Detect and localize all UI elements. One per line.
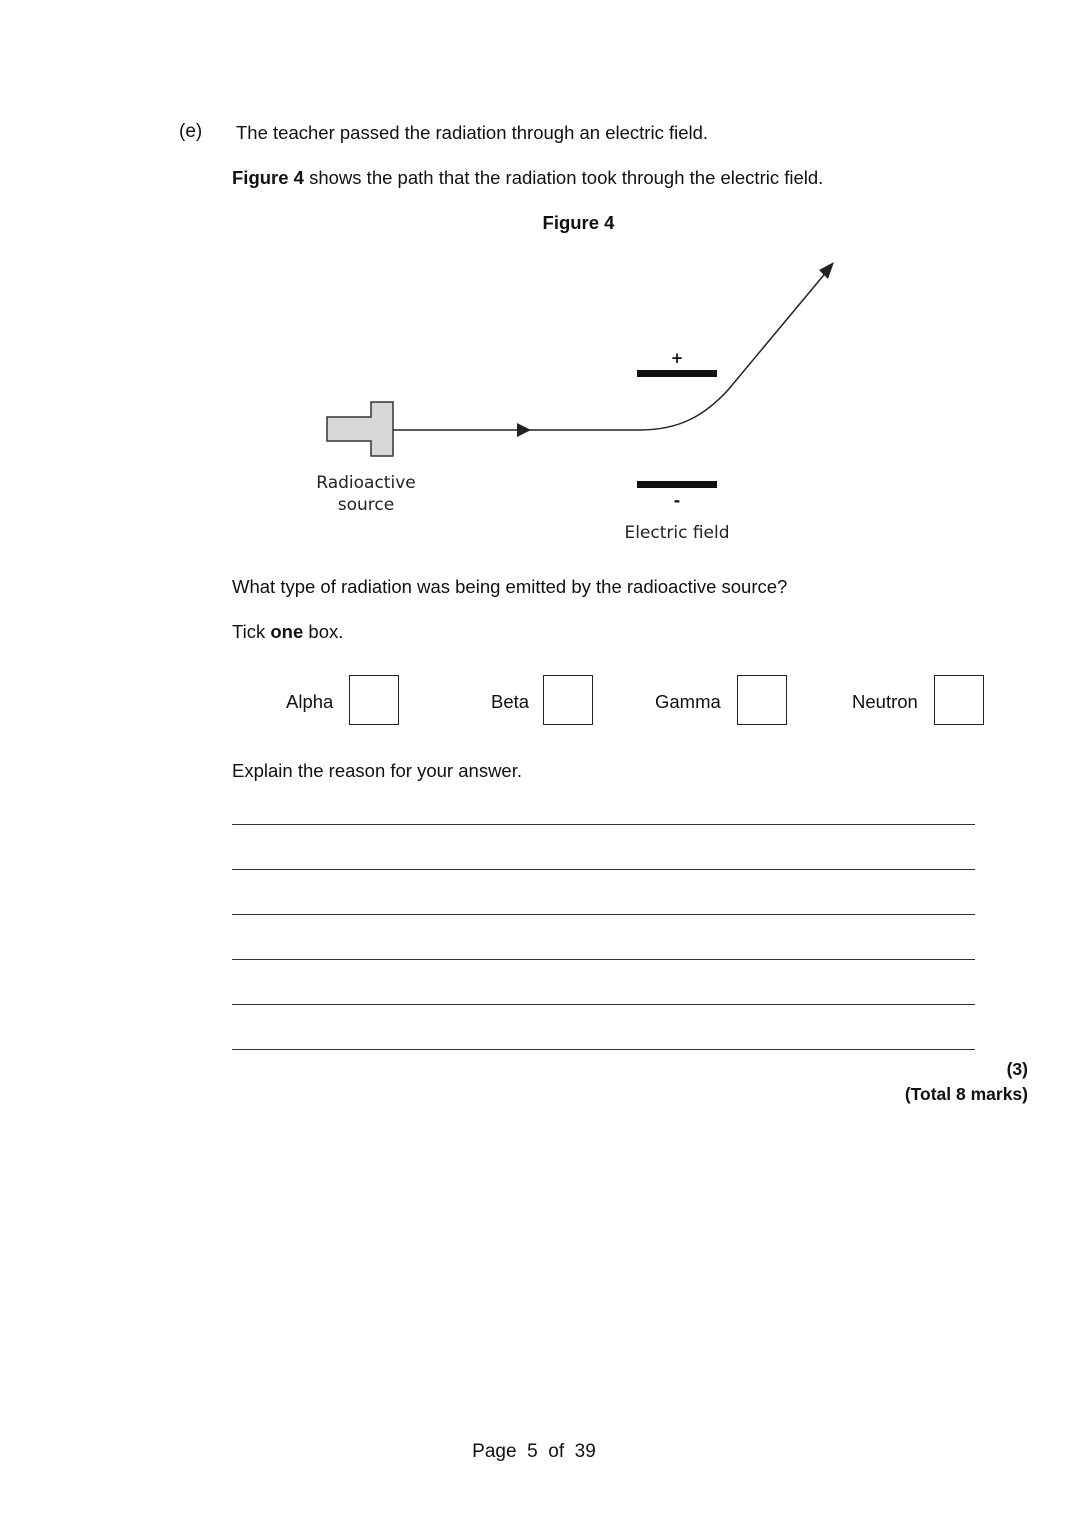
answer-line[interactable] [232,959,975,960]
answer-line[interactable] [232,914,975,915]
radiation-path [393,270,828,430]
minus-sign: - [673,491,681,510]
option-gamma-label: Gamma [655,691,721,712]
source-label-line2: source [337,495,395,515]
option-gamma-checkbox[interactable] [737,675,787,725]
page-prefix: Page [472,1441,517,1462]
figure-title: Figure 4 [542,212,615,233]
option-alpha-label: Alpha [286,691,334,712]
option-beta-label: Beta [491,691,530,712]
figure-description-text: shows the path that the radiation took through the electric field. [303,167,824,188]
page-current: 5 [527,1441,538,1462]
question-intro: The teacher passed the radiation through an electric field. [236,122,709,143]
source-label-line1: Radioactive [316,473,416,493]
marks-block [905,1057,1028,1107]
question-marks: (3) [1006,1059,1028,1079]
total-marks: (Total 8 marks) [904,1084,1028,1104]
explain-prompt: Explain the reason for your answer. [232,760,522,781]
plus-sign: + [670,349,684,367]
option-alpha-checkbox[interactable] [349,675,399,725]
page-number [0,1441,1068,1463]
answer-line[interactable] [232,824,975,825]
figure-4-diagram [0,0,1080,560]
positive-plate [637,370,717,377]
question-text: What type of radiation was being emitted by the radioactive source? [232,576,788,597]
radioactive-source-icon [327,402,393,456]
path-arrow-icon [517,423,531,437]
page-of: of [548,1441,565,1462]
option-neutron-checkbox[interactable] [934,675,984,725]
tick-instruction [232,621,343,643]
figure-reference: Figure 4 [232,167,304,188]
answer-line[interactable] [232,1049,975,1050]
question-part-label: (e) [179,121,203,142]
tick-instruction-end: box. [303,621,344,642]
option-neutron-label: Neutron [852,691,918,712]
answer-line[interactable] [232,1004,975,1005]
page-total: 39 [574,1441,596,1462]
electric-field-label: Electric field [624,523,730,543]
tick-instruction-start: Tick [232,621,271,642]
negative-plate [637,481,717,488]
answer-line[interactable] [232,869,975,870]
option-beta-checkbox[interactable] [543,675,593,725]
tick-instruction-emphasis: one [270,621,304,642]
path-end-arrow-icon [819,262,834,279]
